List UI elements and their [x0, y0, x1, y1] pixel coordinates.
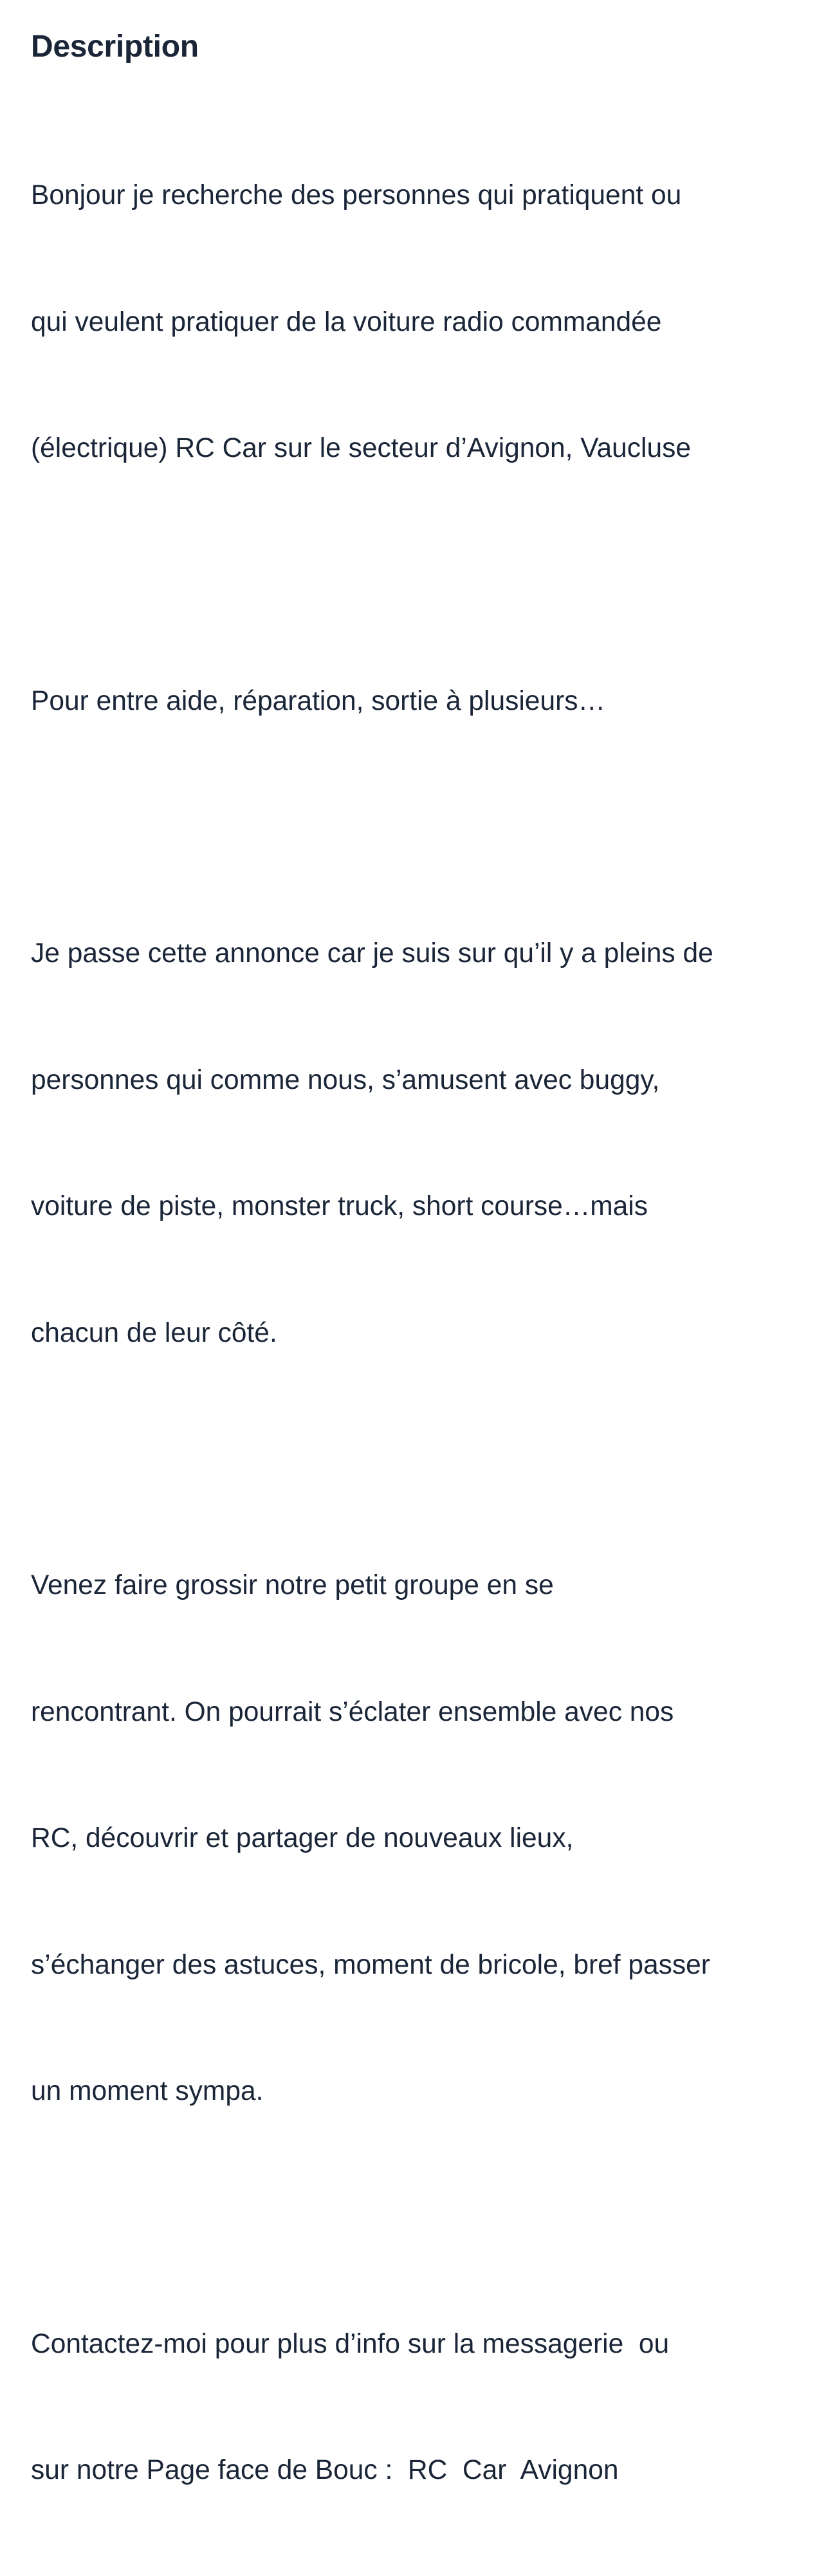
description-line: Je passe cette annonce car je suis sur qu’il y a pleins de — [31, 938, 713, 968]
description-line: qui veulent pratiquer de la voiture radio commandée — [31, 306, 662, 337]
description-paragraph-purpose — [31, 596, 803, 807]
description-paragraph-invitation — [31, 1480, 803, 2197]
description-paragraph-reason — [31, 848, 803, 1438]
description-body — [31, 90, 803, 2576]
description-line: chacun de leur côté. — [31, 1317, 277, 1348]
description-line: rencontrant. On pourrait s’éclater ensemble avec nos — [31, 1696, 674, 1727]
description-line: RC, découvrir et partager de nouveaux lieux, — [31, 1823, 574, 1853]
description-line: Bonjour je recherche des personnes qui pratiquent ou — [31, 180, 682, 210]
description-line: Pour entre aide, réparation, sortie à plusieurs… — [31, 685, 605, 716]
description-line: Venez faire grossir notre petit groupe en se — [31, 1570, 554, 1600]
description-line: voiture de piste, monster truck, short course…mais — [31, 1191, 648, 1221]
description-line: Contactez-moi pour plus d’info sur la messagerie ou — [31, 2328, 670, 2359]
description-paragraph-contact — [31, 2239, 803, 2576]
description-paragraph-intro — [31, 90, 803, 554]
description-line: (électrique) RC Car sur le secteur d’Avignon, Vaucluse — [31, 433, 691, 463]
description-title: Description — [31, 30, 199, 64]
description-line: sur notre Page face de Bouc : RC Car Avignon — [31, 2455, 619, 2485]
description-line: s’échanger des astuces, moment de bricole, bref passer — [31, 1949, 710, 1980]
description-section — [31, 26, 803, 2576]
description-line: personnes qui comme nous, s’amusent avec buggy, — [31, 1064, 660, 1095]
description-line: un moment sympa. — [31, 2076, 264, 2106]
